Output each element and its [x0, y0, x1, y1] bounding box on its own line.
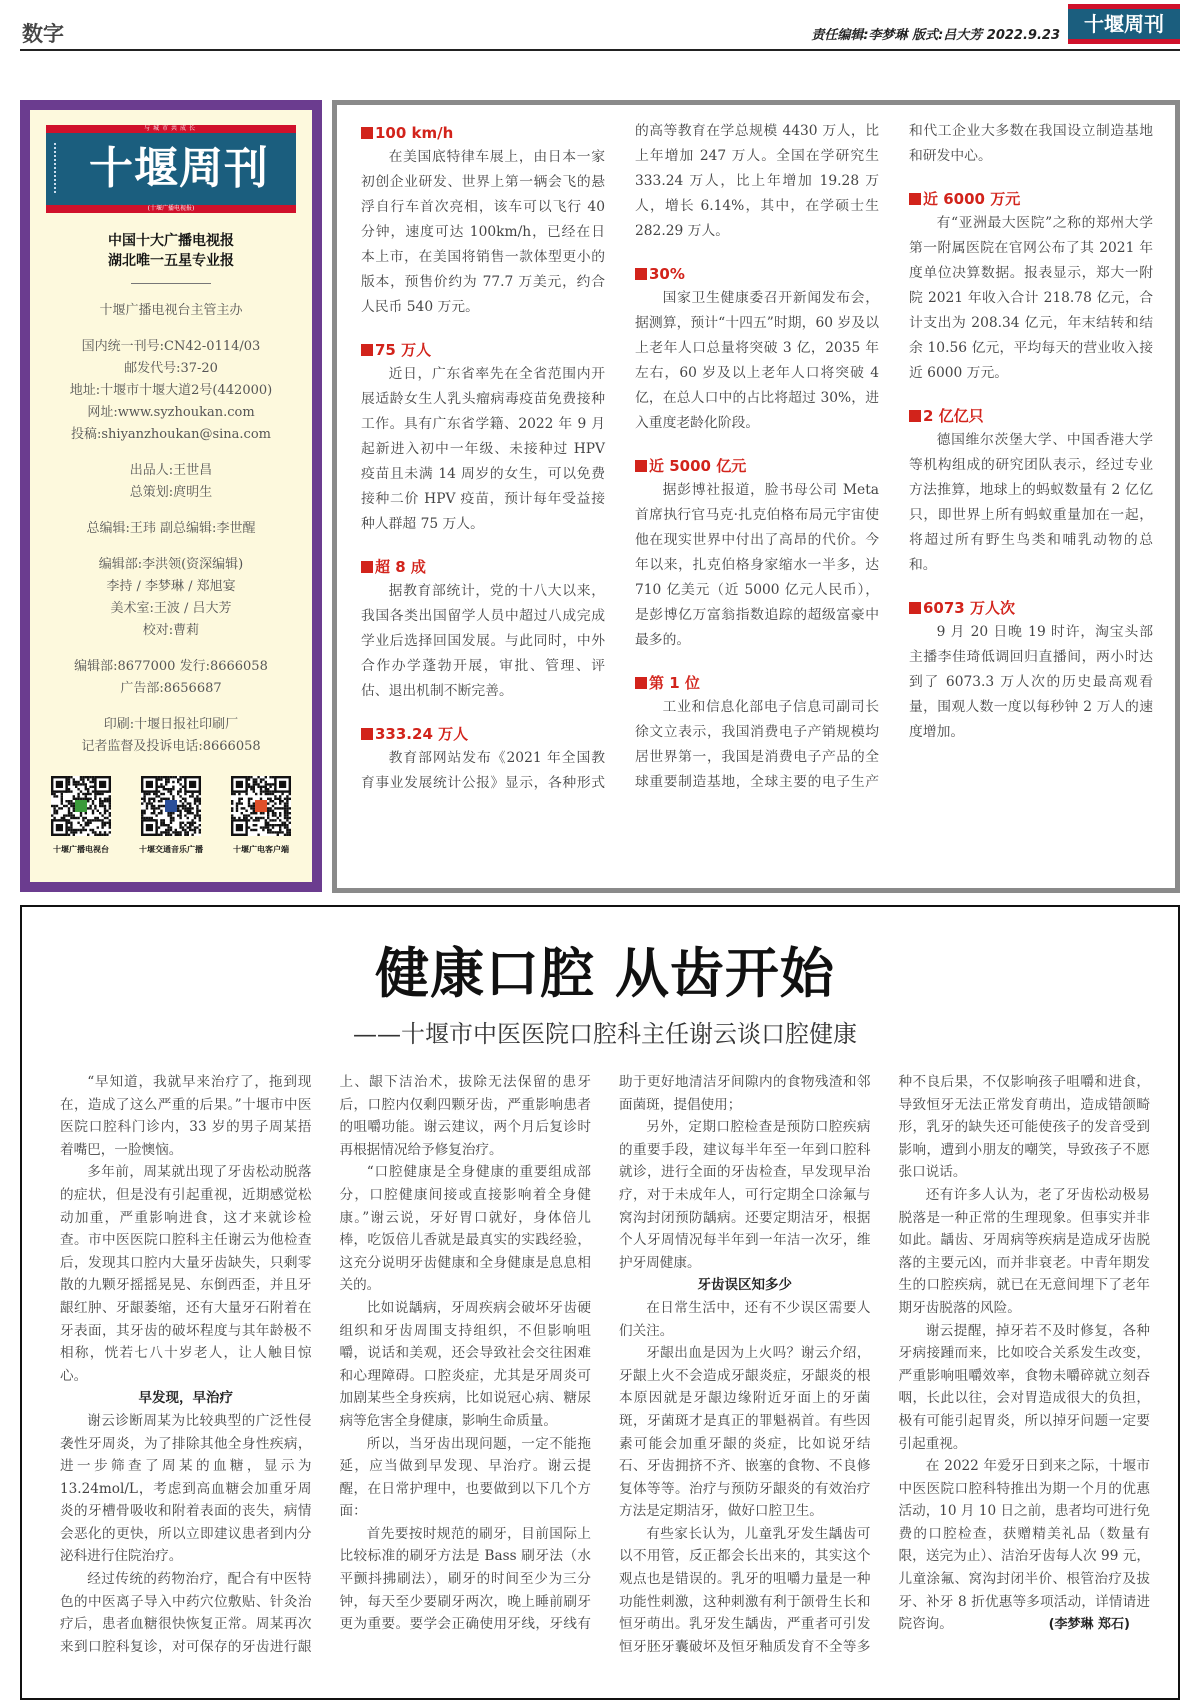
- info-line: 地址:十堰市十堰大道2号(442000): [69, 383, 273, 398]
- panel-info: [30, 300, 312, 758]
- qr-label: 十堰广电客户端: [233, 845, 289, 854]
- number-headline: 100 km/h: [361, 121, 605, 145]
- paragraph: 谢云提醒，掉牙若不及时修复，各种牙病接踵而来，比如咬合关系发生改变，严重影响咀嚼效率，食物未嚼碎就立刻吞咽，长此以往，会对胃造成很大的负担，极有可能引起胃炎，所以掉牙问题一定要引起重视。: [898, 1322, 1150, 1452]
- qr-code-icon: [141, 776, 201, 836]
- paragraph: “早知道，我就早来治疗了，拖到现在，造成了这么严重的后果。”十堰市中医医院口腔科门诊内，33 岁的男子周某捂着嘴巴，一脸懊恼。: [60, 1074, 312, 1158]
- number-item: [909, 596, 1153, 745]
- logo-name: 十堰周刊: [89, 143, 269, 194]
- qr-codes: [36, 776, 306, 855]
- number-item: [361, 121, 605, 320]
- masthead-logo: 十堰周刊: [1068, 4, 1180, 44]
- article-subtitle: ——十堰市中医医院口腔科主任谢云谈口腔健康: [353, 1020, 857, 1048]
- number-text: 近日，广东省率先在全省范围内开展适龄女生人乳头瘤病毒疫苗免费接种工作。具有广东省学籍、2022 年 9 月起新进入初中一年级、未接种过 HPV 疫苗且未满 14 周岁的女生，可以免费接种二价 HPV 疫苗，预计每年受益接种人群超 75 万人。: [361, 366, 605, 532]
- paragraph: 在 2022 年爱牙日到来之际，十堰市中医医院口腔科特推出为期一个月的优惠活动，10 月 10 日之前，患者均可进行免费的口腔检查，获赠精美礼品（数量有限，送完为止）、洁治牙齿每人次 99 元，儿童涂氟、窝沟封闭半价、根管治疗及拔牙、补牙 8 折优惠等多项活动，详情请进院咨询。 (李梦琳 郑石): [898, 1458, 1150, 1633]
- info-line: 编辑部:8677000 发行:8666058: [74, 659, 268, 674]
- number-headline: 2 亿亿只: [909, 404, 1153, 428]
- info-line: 邮发代号:37-20: [124, 361, 218, 376]
- feature-article: [20, 905, 1180, 1700]
- number-headline: 30%: [635, 262, 879, 286]
- paragraph: 多年前，周某就出现了牙齿松动脱落的症状，但是没有引起重视，近期感觉松动加重，严重影响进食，这才来就诊检查。市中医医院口腔科主任谢云为他检查后，发现其口腔内大量牙齿缺失，只剩零散的九颗牙摇摇晃晃、东倒西歪，并且牙龈红肿、牙龈萎缩，还有大量牙石附着在牙表面，其牙齿的破坏程度与其年龄极不相称，恍若七八十岁老人，让人触目惊心。: [60, 1164, 312, 1384]
- number-headline: 近 6000 万元: [909, 187, 1153, 211]
- calligraphy-mark: [54, 143, 62, 193]
- qr-label: 十堰广播电视台: [53, 845, 109, 854]
- info-line: 总编辑:王玮 副总编辑:李世醒: [86, 521, 256, 536]
- paragraph: 有些家长认为，儿童乳牙发生龋齿可以不用管，反正都会长出来的，其实这个观点也是错误的。乳牙的咀嚼力量是一种功能性刺激，这种刺激有利于颌骨生长和恒牙萌出。乳牙发生龋齿，严重者可引发恒牙胚牙囊破坏及恒牙釉质发育不全等多种不良后果，不仅影响孩子咀嚼和进食，导致恒牙无法正常发育萌出，造成错颌畸形，乳牙的缺失还可能使孩子的发音受到影响，遭到小朋友的嘲笑，导致孩子不愿张口说话。: [619, 1074, 1150, 1655]
- number-headline: 75 万人: [361, 338, 605, 362]
- info-line: 出品人:王世昌: [129, 463, 213, 478]
- info-line: 国内统一刊号:CN42-0114/03: [81, 339, 261, 354]
- number-text: 工业和信息化部电子信息司副司长徐文立表示，我国消费电子产销规模均居世界第一，我国是消费电子产品的全球重要制造基地，全球主要的电子生产和代工企业大多数在我国设立制造基地和研发中心。: [635, 123, 1153, 790]
- info-line: 投稿:shiyanzhoukan@sina.com: [71, 427, 271, 442]
- qr-code: [41, 776, 121, 855]
- info-line: 十堰广播电视台主管主办: [99, 303, 243, 318]
- number-item: [635, 262, 879, 436]
- info-line: 记者监督及投诉电话:8666058: [81, 739, 261, 754]
- group-spacer: [30, 540, 312, 554]
- number-headline: 第 1 位: [635, 671, 879, 695]
- article-title: 健康口腔 从齿开始: [375, 941, 835, 1005]
- paragraph: 谢云诊断周某为比较典型的广泛性侵袭性牙周炎，为了排除其他全身性疾病，进一步筛查了周某的血糖，显示为 13.24mol/L，考虑到高血糖会加重牙周炎的牙槽骨吸收和附着表面的丧失，病情会恶化的更快，所以立即建议患者到内分泌科进行住院治疗。: [60, 1412, 312, 1565]
- panel-tags: [30, 231, 312, 271]
- number-headline: 333.24 万人: [361, 722, 605, 746]
- paragraph: 比如说龋病，牙周疾病会破坏牙齿硬组织和牙齿周围支持组织，不但影响咀嚼，说话和美观，还会导致社会交往困难和心理障碍。口腔炎症，尤其是牙周炎可加剧某些全身疾病，比如说冠心病、糖尿病等危害全身健康，影响生命质量。: [339, 1299, 591, 1429]
- number-item: [361, 338, 605, 537]
- info-line: 李持 / 李梦琳 / 郑旭宴: [106, 579, 236, 594]
- paragraph: 牙龈出血是因为上火吗？谢云介绍，牙龈上火不会造成牙龈炎症，牙龈炎的根本原因就是牙龈边缘附近牙面上的牙菌斑，牙菌斑才是真正的罪魁祸首。有些因素可能会加重牙龈的炎症，比如说牙结石、牙齿拥挤不齐、嵌塞的食物、不良修复体等等。治疗与预防牙龈炎的有效治疗方法是定期洁牙，做好口腔卫生。: [619, 1345, 871, 1520]
- paragraph: 经过传统的药物治疗，配合有中医特色的中医离子导入中药穴位敷贴、针灸治疗后，患者血糖很快恢复正常。周某再次来到口腔科复诊，对可保存的牙齿进行龈上、龈下洁治术，拔除无法保留的患牙后，口腔内仅剩四颗牙齿，严重影响患者的咀嚼功能。谢云建议，两个月后复诊时再根据情况给予修复治疗。: [60, 1074, 591, 1655]
- number-item: [909, 404, 1153, 578]
- info-line: 广告部:8656687: [120, 681, 222, 696]
- number-headline: 超 8 成: [361, 555, 605, 579]
- byline: (李梦琳 郑石): [1048, 1617, 1130, 1633]
- editor-meta: 责任编辑:李梦琳 版式:吕大芳 2022.9.23: [811, 28, 1060, 43]
- number-headline: 6073 万人次: [909, 596, 1153, 620]
- qr-code-icon: [231, 776, 291, 836]
- paragraph: 另外，定期口腔检查是预防口腔疾病的重要手段，建议每半年至一年到口腔科就诊，进行全面的牙齿检查，早发现早治疗，对于未成年人，可行定期全口涂氟与窝沟封闭预防龋病。还要定期洁牙，根据个人牙周情况每半年到一年洁一次牙，维护牙周健康。: [619, 1119, 871, 1271]
- logo-slogan: 与城市共成长: [143, 125, 198, 132]
- number-text: 据教育部统计，党的十八大以来，我国各类出国留学人员中超过八成完成学业后选择回国发展。与此同时，中外合作办学蓬勃开展，审批、管理、评估、退出机制不断完善。: [361, 583, 605, 699]
- info-line: 编辑部:李洪领(资深编辑): [98, 557, 244, 572]
- paragraph: 首先要按时规范的刷牙，目前国际上比较标准的刷牙方法是 Bass 刷牙法（水平颤抖拂刷法），刷牙的时间至少为三分钟，每天至少要刷牙两次，晚上睡前刷牙更为重要。要学会正确使用牙线，牙线有助于更好地清洁牙间隙内的食物残渣和邻面菌斑，提倡使用；: [339, 1074, 871, 1633]
- article-body: [60, 1071, 1150, 1658]
- info-line: 美术室:王波 / 吕大芳: [110, 601, 232, 616]
- tag-line: 中国十大广播电视报: [108, 233, 234, 249]
- number-text: 国家卫生健康委召开新闻发布会，据测算，预计“十四五”时期，60 岁及以上老年人口总量将突破 3 亿，2035 年左右，60 岁及以上老年人口将突破 4 亿，在总人口中的占比将超过 30%，进入重度老龄化阶段。: [635, 290, 879, 431]
- qr-code: [221, 776, 301, 855]
- number-item: [909, 187, 1153, 386]
- panel-divider: [131, 283, 211, 284]
- group-spacer: [30, 504, 312, 518]
- header-divider: [20, 49, 1180, 51]
- tag-line: 湖北唯一五星专业报: [108, 253, 234, 269]
- subheading: 早发现，早治疗: [138, 1390, 233, 1407]
- group-spacer: [30, 446, 312, 460]
- logo-sub: (十堰广播电视报): [147, 205, 195, 212]
- qr-code-icon: [51, 776, 111, 836]
- paragraph: 所以，当牙齿出现问题，一定不能拖延，应当做到早发现、早治疗。谢云提醒，在日常护理中，也要做到以下几个方面：: [339, 1435, 591, 1520]
- masthead-panel: [20, 100, 322, 892]
- qr-label: 十堰交通音乐广播: [139, 845, 203, 854]
- number-item: [635, 454, 879, 653]
- group-spacer: [30, 322, 312, 336]
- group-spacer: [30, 642, 312, 656]
- subheading: 牙齿误区知多少: [697, 1277, 792, 1294]
- number-text: 在美国底特律车展上，由日本一家初创企业研发、世界上第一辆会飞的悬浮自行车首次亮相，该车可以飞行 40 分钟，速度可达 100km/h，已经在日本上市，在美国将销售一款体型更小的版本，预售价约为 77.7 万美元，约合人民币 540 万元。: [361, 149, 605, 315]
- info-line: 印刷:十堰日报社印刷厂: [103, 717, 239, 732]
- paragraph: “口腔健康是全身健康的重要组成部分，口腔健康间接或直接影响着全身健康。”谢云说，牙好胃口就好，身体倍儿棒，吃饭倍儿香就是最真实的实践经验，这充分说明牙齿健康和全身健康是息息相关的。: [339, 1164, 591, 1294]
- number-text: 德国维尔茨堡大学、中国香港大学等机构组成的研究团队表示，经过专业方法推算，地球上的蚂蚁数量有 2 亿亿只，即世界上所有蚂蚁重量加在一起，将超过所有野生鸟类和哺乳动物的总和。: [909, 432, 1153, 573]
- number-text: 教育部网站发布《2021 年全国教育事业发展统计公报》显示，各种形式的高等教育在学总规模 4430 万人，比上年增加 247 万人。全国在学研究生 333.24 万人，比上年增加 19.28 万人，增长 6.14%，其中，在学硕士生 282.29 万人。: [361, 123, 879, 791]
- panel-logo: [46, 125, 296, 213]
- number-headline: 近 5000 亿元: [635, 454, 879, 478]
- number-text: 有“亚洲最大医院”之称的郑州大学第一附属医院在官网公布了其 2021 年度单位决算数据。报表显示，郑大一附院 2021 年收入合计 218.78 亿元，合计支出为 208.34 亿元，年末结转和结余 10.56 亿元，平均每天的营业收入接近 6000 万元。: [909, 215, 1153, 381]
- number-text: 据彭博社报道，脸书母公司 Meta 首席执行官马克·扎克伯格布局元宇宙使他在现实世界中付出了高昂的代价。今年以来，扎克伯格身家缩水一半多，达 710 亿美元（近 5000 亿元人民币），是彭博亿万富翁指数追踪的超级富豪中最多的。: [635, 482, 879, 648]
- paragraph: 在日常生活中，还有不少误区需要人们关注。: [619, 1299, 871, 1339]
- number-item: [361, 555, 605, 704]
- qr-code: [131, 776, 211, 855]
- numbers-columns: [361, 119, 1153, 796]
- info-line: 校对:曹莉: [142, 623, 200, 638]
- info-line: 总策划:庹明生: [129, 485, 213, 500]
- info-line: 网址:www.syzhoukan.com: [87, 405, 255, 420]
- number-text: 9 月 20 日晚 19 时许，淘宝头部主播李佳琦低调回归直播间，两小时达到了 6073.3 万人次的历史最高观看量，围观人数一度以每秒钟 2 万人的速度增加。: [909, 624, 1153, 740]
- paragraph: 还有许多人认为，老了牙齿松动极易脱落是一种正常的生理现象。但事实并非如此。龋齿、牙周病等疾病是造成牙齿脱落的主要元凶，而并非衰老。中青年期发生的口腔疾病，就已在无意间埋下了老年期牙齿脱落的风险。: [898, 1186, 1150, 1316]
- numbers-box: [332, 100, 1180, 893]
- group-spacer: [30, 700, 312, 714]
- section-title: 数字: [22, 22, 64, 46]
